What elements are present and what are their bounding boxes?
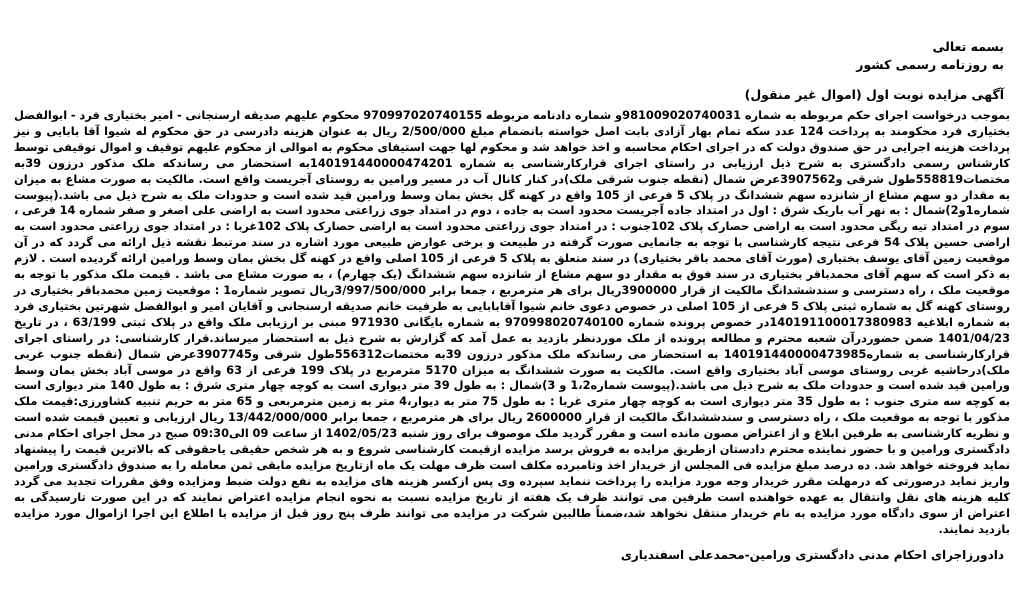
signature-line: دادورزاجرای احکام مدنی دادگستری ورامین-محمدعلی اسفندیاری <box>620 548 1004 563</box>
recipient-heading: به روزنامه رسمی کشور <box>856 57 1004 72</box>
invocation-heading: بسمه تعالی <box>932 39 1004 54</box>
notice-title: آگهی مزایده نوبت اول (اموال غیر منقول) <box>744 87 1004 102</box>
header-block <box>14 38 1004 74</box>
notice-body: بموجب درخواست اجرای حکم مربوطه به شماره 981009020740031و شماره دادنامه مربوطه 970997020740155 محکوم علیهم صدیقه ارسنجانی - امیر بختیاری فرد - ابوالفضل بختیاری فرد محکومند به پرداخت 124 عدد سکه تمام بهار آزادی بابت اصل خواسته بانضمام مبلغ 2/500/000 ریال به عنوان هزینه دادرسی در حق محکوم له شیوا آقا بابایی و نیز پرداخت هزینه اجرایی در حق صندوق دولت که در اجرای احکام محاسبه و اخذ خواهد شد و محکوم لها جهت استیفای محکوم به اموالی از محکوم علیهم توقیف و اموال توقیفی توسط کارشناس رسمی دادگستری به شرح ذیل ارزیابی در راستای اجرای قرارکارشناسی به شماره 140191440000474201به استحضار می رساندکه ملک مذکور درزون 39به مختصات558819طول شرقی و3907562عرض شمال (نقطه جنوب شرقی ملک)در کنار کانال آب در مسیر ورامین به روستای آجریست واقع است. مالکیت به صورت مشاع به میزان به مقدار دو سهم مشاع از شانزده سهم ششدانگ در پلاک 5 فرعی از 105 واقع در کهنه گل بخش بمان وسط ورامین قید شده است و حدودات ملک به شرح ذیل می باشد.(پیوست شماره1و2)شمال : به نهر آب باریک شرق : اول در امتداد جاده آجریست محدود است به جاده ، دوم در امتداد جوی زراعتی محدود است به اراضی علی اصغر و صفر شماره 14 فرعی ، سوم در امتداد تیه ریگی محدود است به اراضی حصارک پلاک 102جنوب : در امتداد جوی زراعتی محدود است به اراضی حصارک پلاک 102غربا : در امتداد جوی زراعتی محدود است به اراضی حسین پلاک 54 فرعی نتیجه کارشناسی با توجه به جانمایی صورت گرفته در طبیعت و برخی عوارض طبیعی مورد اشاره در سند مرتبط نقشه ذیل ارائه می گردد که در آن موقعیت زمین آقای یوسف بختیاری (مورث آقای محمد باقر بختیاری) در سند متعلق به پلاک 5 فرعی از 105 اصلی واقع در کهنه گل بخش بمان وسط ورامین ارائه گردیده است . لازم به ذکر است که سهم آقای محمدباقر بختیاری در سند فوق به مقدار دو سهم مشاع از شانزده سهم ششدانگ (یک چهارم) ، به صورت مشاع می باشد . قیمت ملک مذکور با توجه به موقعیت ملک ، راه دسترسی و سندششدانگ مالکیت از قرار 3900000ریال برای هر مترمربع ، جمعا برابر 3/997/500/000ریال تصویر شماره1 : موقعیت زمین محمدباقر بختیاری در روستای کهنه گل به شماره ثبتی پلاک 5 فرعی از 105 اصلی در خصوص دعوی خانم شیوا آقابابایی به طرفیت خانم صدیقه ارسنجانی و آقایان امیر و ابوالفضل شهرتین بختیاری فرد به شماره ابلاغیه 140191100017380983در خصوص پرونده شماره 970998020740100 به شماره بایگانی 971930 مبنی بر ارزیابی ملک واقع در پلاک ثبتی 63/199 ، در تاریخ 1401/04/23 ضمن حضوردرآن شعبه محترم و مطالعه پرونده از ملک موردنظر بازدید به عمل آمد که گزارش به شرح ذیل به استحضار میرساند.قرار کارشناسی: در راستای اجرای قرارکارشناسی به شماره140191440000473985 به استحضار می رساندکه ملک مذکور درزون 39به مختصات556312طول شرقی و3907745عرض شمال (نقطه جنوب غربی ملک)درحاشیه غربی روستای موسی آباد بختیاری واقع است. مالکیت به صورت ششدانگ به میزان 5170 مترمربع در پلاک 199 فرعی از 63 واقع در موسی آباد بخش بمان وسط ورامین قید شده است و حدودات ملک به شرح ذیل می باشد.(پیوست شماره1،2 و 3)شمال : به طول 39 متر دیواری است به کوچه چهار متری شرق : به طول 140 متر دیواری است به کوچه سه متری جنوب : به طول 35 متر دیواری است به کوچه چهار متری غربا : به طول 75 متر به دیوار،4 متر به زمین مترمربعی و 65 متر به حریم تنبیه کشاورزی:قیمت ملک مذکور با توجه به موقعیت ملک ، راه دسترسی و سندششدانگ مالکیت از قرار 2600000 ریال برای هر مترمربع ، جمعا برابر 13/442/000/000 ریال ارزیابی و تعیین قیمت شده است و نظریه کارشناسی به طرفین ابلاغ و از اعتراض مصون مانده است و مقرر گردید ملک موصوف برای روز شنبه 1402/05/23 از ساعت 09 الی09:30 صبح در محل اجرای احکام مدنی دادگستری ورامین و با حضور نماینده محترم دادستان ازطریق مزایده به فروش برسد مزایده ازقیمت کارشناسی شروع و به هر شخص حقیقی یاحقوقی که بالاترین قیمت را پیشنهاد نماید فروخته خواهد شد. ده درصد مبلغ مزایده فی المجلس از خریدار اخذ وتامبرده مکلف است ظرف مهلت یک ماه ازتاریخ مزایده مابقی ثمن معامله را به صندوق دادگستری ورامین واریز نماید درصورتی که درمهلت مقرر خریدار وجه مورد مزایده را پرداخت ننماید سپرده وی پس ازکسر هزینه های مزایده به نفع دولت ضبط ومزایده وفق مقررات تجدید می گردد کلیه هزینه های نقل وانتقال به عهده خواهنده است طرفین می توانند ظرف یک هفته از تاریخ مزایده نسبت به نحوه انجام مزایده اعتراض نمایند که در این صورت تارسیدگی به اعتراض از سوی دادگاه مورد مزایده به نام خریدار منتقل نخواهد شد،ضمناً طالبین شرکت در مزایده می توانند ظرف پنج روز قبل از مزایده با اطلاع این اجرا ازاموال مورد مزایده بازدید نمایند. <box>14 108 1011 536</box>
